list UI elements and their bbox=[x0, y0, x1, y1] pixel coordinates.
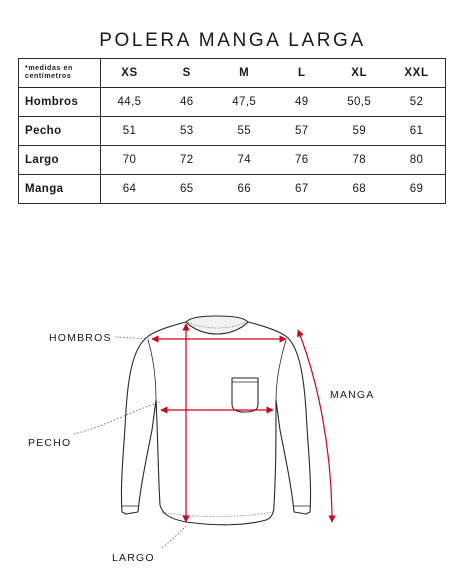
table-cell: 64 bbox=[101, 175, 159, 204]
table-cell: 68 bbox=[331, 175, 389, 204]
size-header: XL bbox=[331, 59, 389, 88]
table-cell: 49 bbox=[273, 88, 331, 117]
size-header: S bbox=[158, 59, 216, 88]
pecho-label: PECHO bbox=[28, 437, 72, 449]
table-cell: 59 bbox=[331, 117, 389, 146]
table-cell: 50,5 bbox=[331, 88, 389, 117]
measurement-note: *medidas en centímetros bbox=[19, 59, 101, 88]
table-cell: 52 bbox=[388, 88, 446, 117]
manga-label: MANGA bbox=[330, 389, 375, 401]
table-cell: 70 bbox=[101, 146, 159, 175]
table-cell: 44,5 bbox=[101, 88, 159, 117]
row-label: Largo bbox=[19, 146, 101, 175]
table-cell: 61 bbox=[388, 117, 446, 146]
table-cell: 47,5 bbox=[216, 88, 274, 117]
table-cell: 76 bbox=[273, 146, 331, 175]
row-label: Pecho bbox=[19, 117, 101, 146]
size-header: XS bbox=[101, 59, 159, 88]
table-cell: 69 bbox=[388, 175, 446, 204]
table-cell: 80 bbox=[388, 146, 446, 175]
hombros-label: HOMBROS bbox=[49, 332, 112, 344]
table-cell: 46 bbox=[158, 88, 216, 117]
table-cell: 65 bbox=[158, 175, 216, 204]
table-cell: 74 bbox=[216, 146, 274, 175]
table-cell: 53 bbox=[158, 117, 216, 146]
size-header: XXL bbox=[388, 59, 446, 88]
table-cell: 51 bbox=[101, 117, 159, 146]
table-cell: 72 bbox=[158, 146, 216, 175]
size-header: M bbox=[216, 59, 274, 88]
table-cell: 55 bbox=[216, 117, 274, 146]
table-cell: 57 bbox=[273, 117, 331, 146]
largo-label: LARGO bbox=[112, 552, 155, 564]
table-cell: 66 bbox=[216, 175, 274, 204]
table-cell: 67 bbox=[273, 175, 331, 204]
row-label: Hombros bbox=[19, 88, 101, 117]
page-title: POLERA MANGA LARGA bbox=[99, 30, 366, 51]
table-cell: 78 bbox=[331, 146, 389, 175]
row-label: Manga bbox=[19, 175, 101, 204]
size-header: L bbox=[273, 59, 331, 88]
shirt-outline-icon bbox=[121, 316, 310, 525]
